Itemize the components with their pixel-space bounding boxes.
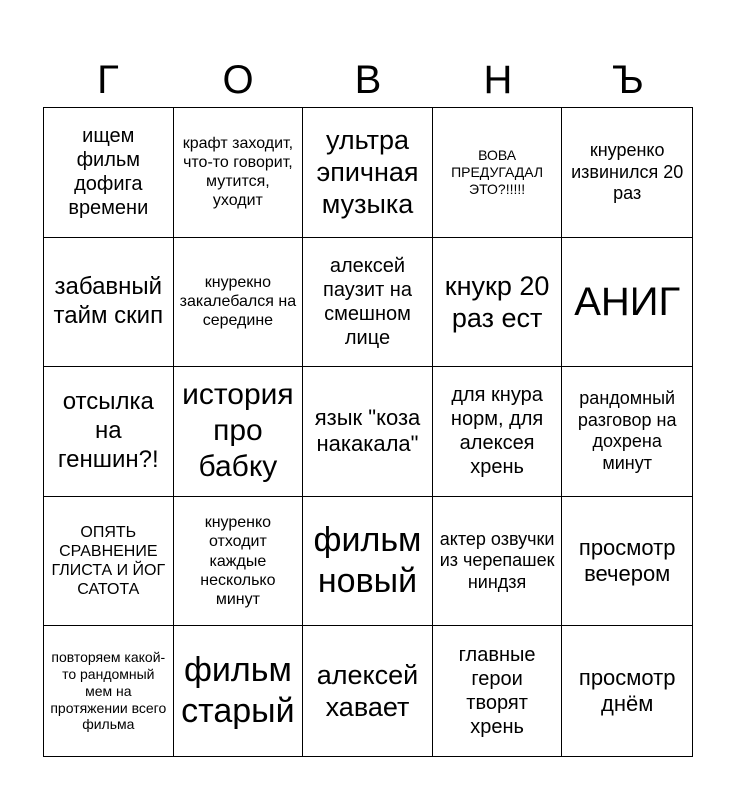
bingo-cell[interactable]: кнукр 20 раз ест [433, 238, 563, 368]
bingo-cell[interactable]: фильм новый [303, 497, 433, 627]
bingo-cell[interactable]: просмотр вечером [562, 497, 692, 627]
bingo-cell[interactable]: просмотр днём [578, 664, 676, 717]
bingo-cell[interactable]: ОПЯТЬ СРАВНЕНИЕ ГЛИСТА И ЙОГ САТОТА [44, 497, 174, 627]
header-letter-5: Ъ [612, 57, 644, 102]
bingo-header [43, 52, 693, 108]
bingo-cell[interactable]: алексей хавает [303, 626, 433, 756]
bingo-cell[interactable]: ищем фильм дофига времени [44, 108, 174, 238]
bingo-board [43, 107, 693, 757]
header-letter-4: Н [483, 57, 513, 102]
bingo-cell[interactable]: для кнура норм, для алексея хрень [433, 367, 563, 497]
bingo-cell[interactable]: фильм старый [174, 626, 304, 756]
bingo-cell[interactable]: язык "коза накакала" [303, 367, 433, 497]
bingo-cell[interactable]: актер озвучки из черепашек ниндзя [433, 497, 563, 627]
bingo-cell[interactable]: повторяем какой-то рандомный мем на протяжении всего фильма [44, 626, 174, 756]
bingo-cell[interactable]: отсылка на геншин?! [44, 367, 174, 497]
bingo-cell[interactable]: история про бабку [174, 367, 304, 497]
bingo-cell[interactable]: кнуренко извинился 20 раз [562, 108, 692, 238]
bingo-cell[interactable]: АНИГ [562, 238, 692, 368]
bingo-cell[interactable]: кнурекно закалебался на середине [174, 238, 304, 368]
bingo-cell[interactable]: ультра эпичная музыка [303, 108, 433, 238]
bingo-cell[interactable]: забавный тайм скип [44, 238, 174, 368]
bingo-cell[interactable]: кнуренко отходит каждые несколько минут [174, 497, 304, 627]
bingo-cell[interactable]: рандомный разговор на дохрена минут [562, 367, 692, 497]
bingo-cell[interactable]: крафт заходит, что-то говорит, мутится, уходит [174, 108, 304, 238]
header-letter-1: Г [97, 57, 119, 102]
header-letter-3: В [354, 57, 382, 102]
bingo-cell[interactable]: ВОВА ПРЕДУГАДАЛ ЭТО?!!!!! [433, 108, 563, 238]
bingo-cell[interactable]: алексей паузит на смешном лице [303, 238, 433, 368]
bingo-cell[interactable]: главные герои творят хрень [433, 626, 563, 756]
header-letter-2: О [222, 57, 254, 102]
